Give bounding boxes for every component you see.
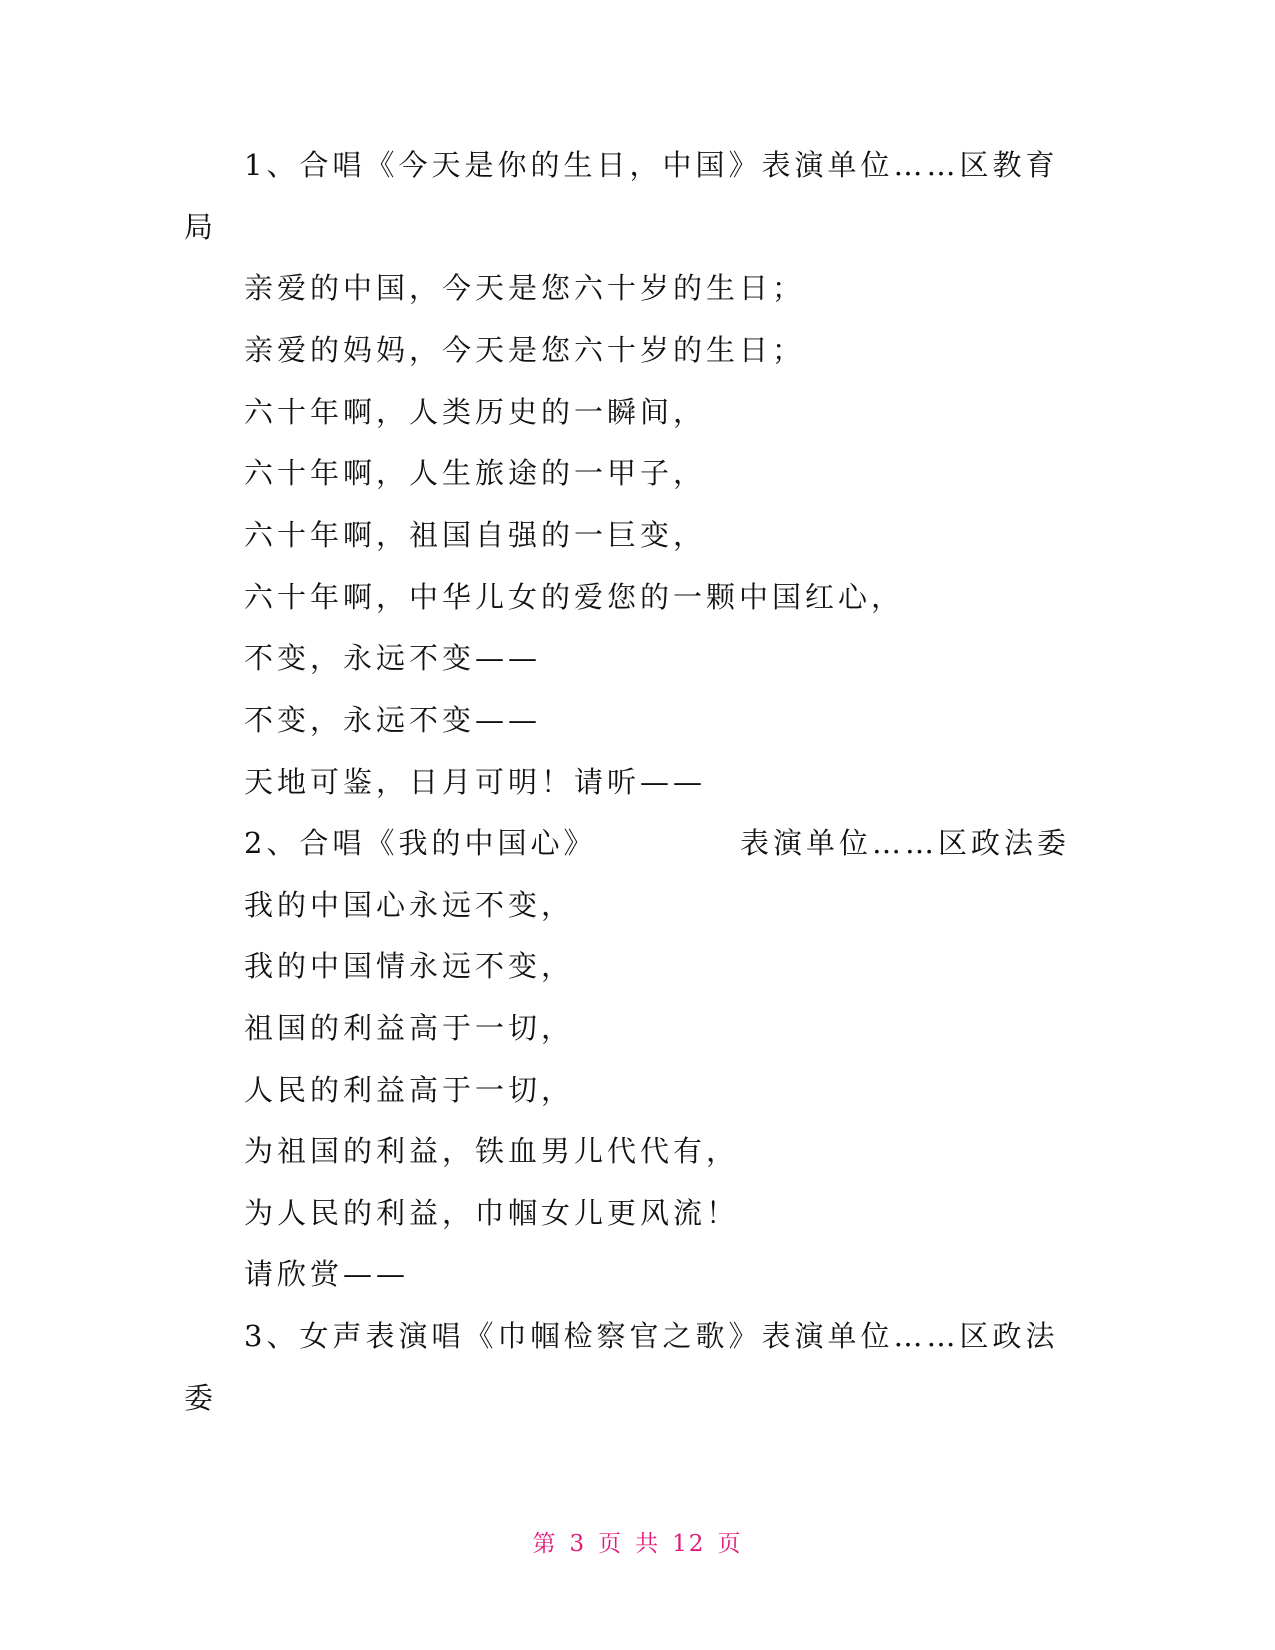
page-footer — [0, 1525, 1275, 1558]
text-line: 不变，永远不变—— — [244, 703, 542, 737]
text-line: 3、女声表演唱《巾帼检察官之歌》表演单位……区政法 — [244, 1319, 1059, 1353]
text-line: 六十年啊，人生旅途的一甲子， — [244, 456, 707, 490]
text-line: 六十年啊，人类历史的一瞬间， — [244, 395, 707, 429]
text-line: 六十年啊，中华儿女的爱您的一颗中国红心， — [244, 580, 905, 614]
text-line: 2、合唱《我的中国心》 — [244, 826, 597, 860]
text-line: 我的中国情永远不变， — [244, 949, 575, 983]
text-line: 1、合唱《今天是你的生日，中国》表演单位……区教育 — [244, 148, 1059, 182]
text-line: 委 — [184, 1381, 218, 1415]
text-line: 亲爱的妈妈，今天是您六十岁的生日； — [244, 333, 806, 367]
text-line: 请欣赏—— — [244, 1257, 410, 1291]
footer-word: 页 — [598, 1531, 624, 1557]
text-line: 祖国的利益高于一切， — [244, 1011, 575, 1045]
footer-word: 页 — [717, 1531, 743, 1557]
text-line: 亲爱的中国，今天是您六十岁的生日； — [244, 271, 806, 305]
text-line: 为祖国的利益，铁血男儿代代有， — [244, 1134, 740, 1168]
text-line: 我的中国心永远不变， — [244, 888, 575, 922]
text-line-right: 表演单位……区政法委 — [740, 826, 1071, 860]
text-line: 不变，永远不变—— — [244, 641, 542, 675]
text-line: 天地可鉴，日月可明！请听—— — [244, 765, 707, 799]
footer-word: 第 — [532, 1531, 558, 1557]
page-total: 12 — [672, 1531, 706, 1557]
text-line: 为人民的利益，巾帼女儿更风流！ — [244, 1196, 740, 1230]
text-line: 局 — [184, 210, 218, 244]
footer-word: 共 — [635, 1531, 661, 1557]
page-number: 3 — [569, 1531, 587, 1557]
text-line: 人民的利益高于一切， — [244, 1073, 575, 1107]
text-line: 六十年啊，祖国自强的一巨变， — [244, 518, 707, 552]
